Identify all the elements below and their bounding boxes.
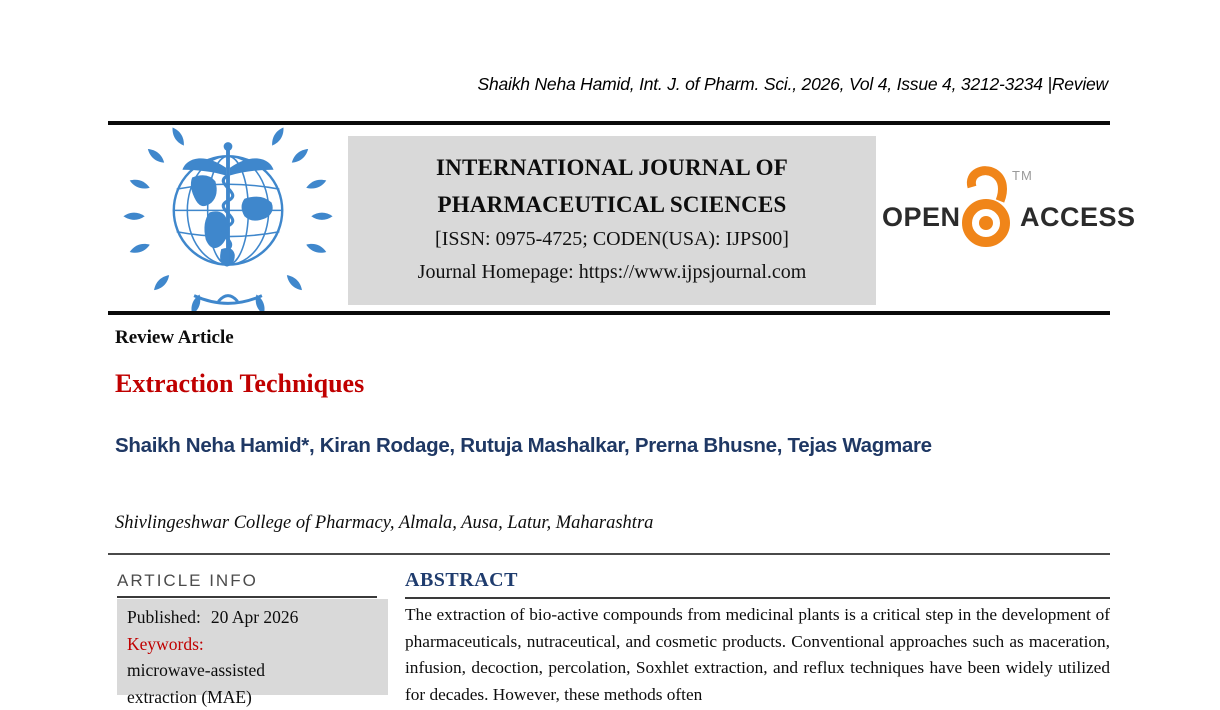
abstract-heading: ABSTRACT xyxy=(405,569,518,592)
article-info-box xyxy=(117,599,388,695)
abstract-underline xyxy=(405,597,1110,599)
top-rule xyxy=(108,121,1110,125)
issn-coden-line: [ISSN: 0975-4725; CODEN(USA): IJPS00] xyxy=(348,223,876,256)
article-info-underline xyxy=(117,596,377,598)
journal-title-line1: INTERNATIONAL JOURNAL OF xyxy=(348,149,876,186)
masthead-box xyxy=(348,136,876,305)
journal-emblem-logo xyxy=(124,131,332,315)
keyword-item: microwave-assisted xyxy=(127,657,378,684)
published-row xyxy=(127,604,378,631)
section-divider-rule xyxy=(108,553,1110,555)
keyword-item: extraction (MAE) xyxy=(127,684,378,710)
running-head-citation: Shaikh Neha Hamid, Int. J. of Pharm. Sci., 2026, Vol 4, Issue 4, 3212-3234 |Review xyxy=(478,74,1108,95)
trademark-superscript: TM xyxy=(1012,168,1033,183)
affiliation-line: Shivlingeshwar College of Pharmacy, Almala, Ausa, Latur, Maharashtra xyxy=(115,513,653,534)
open-access-access-label: ACCESS xyxy=(1020,202,1136,233)
journal-homepage-link[interactable]: Journal Homepage: https://www.ijpsjournal.com xyxy=(348,256,876,288)
article-title: Extraction Techniques xyxy=(115,369,364,399)
published-label: Published: xyxy=(127,607,201,627)
header-bottom-rule xyxy=(108,311,1110,315)
authors-line: Shaikh Neha Hamid*, Kiran Rodage, Rutuja Mashalkar, Prerna Bhusne, Tejas Wagmare xyxy=(115,429,1045,462)
article-info-heading: ARTICLE INFO xyxy=(117,571,258,591)
article-type-label: Review Article xyxy=(115,327,234,349)
open-access-open-label: OPEN xyxy=(882,202,961,233)
open-access-lock-icon xyxy=(958,165,1014,257)
keywords-label: Keywords: xyxy=(127,631,378,658)
abstract-paragraph: The extraction of bio-active compounds from medicinal plants is a critical step in the development of pharmaceuticals, nutraceutical, and cosmetic products. Conventional approaches such as maceration, infusion, decoction, percolation, Soxhlet extraction, and reflux techniques have been widely utilized for decades. However, these methods often xyxy=(405,602,1110,708)
journal-title-line2: PHARMACEUTICAL SCIENCES xyxy=(348,186,876,223)
published-date: 20 Apr 2026 xyxy=(211,607,299,627)
